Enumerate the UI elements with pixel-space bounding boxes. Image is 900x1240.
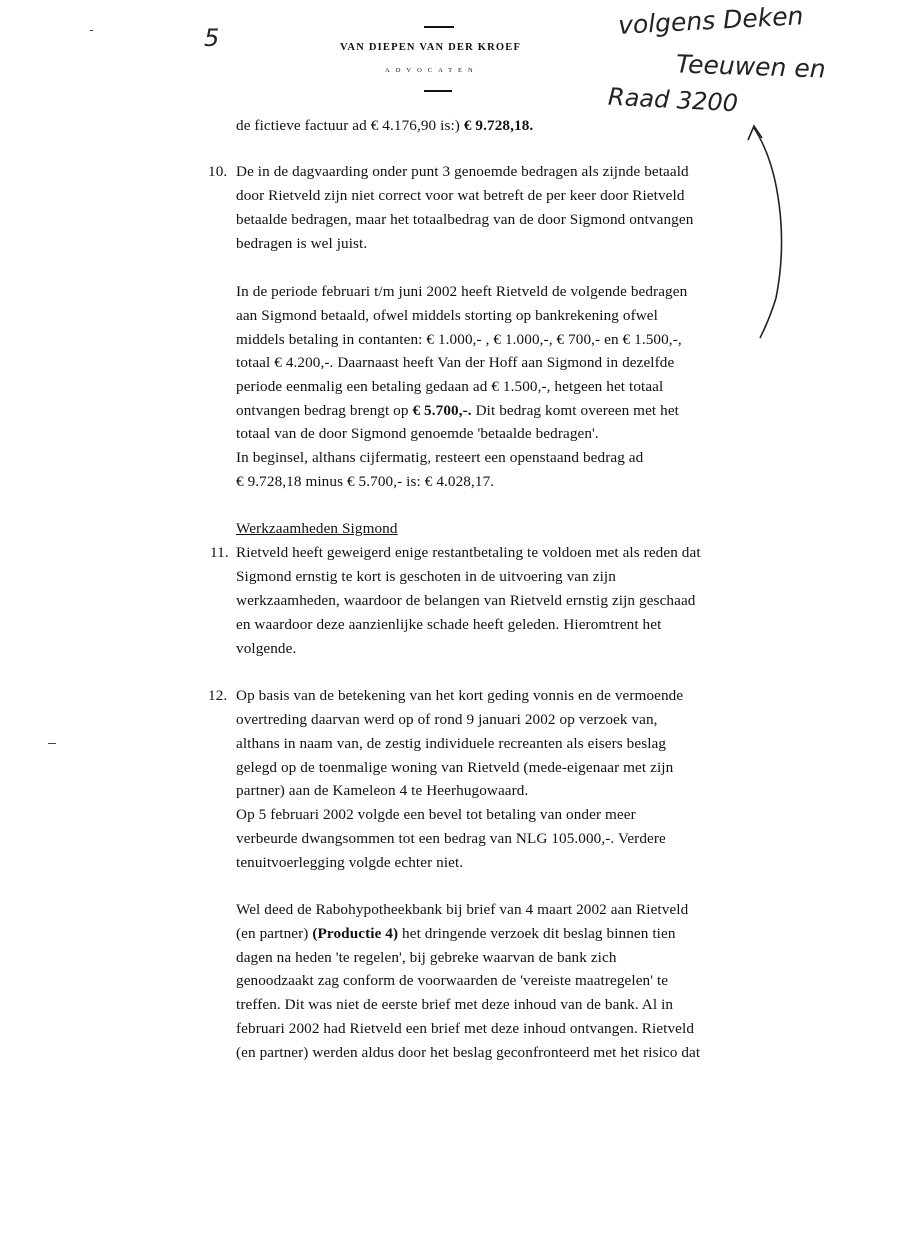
item-12-line: partner) aan de Kameleon 4 te Heerhugowaard. — [236, 782, 529, 799]
item-11-line: volgende. — [236, 640, 297, 657]
intro-line — [236, 116, 533, 136]
item-12-line: tenuitvoerlegging volgde echter niet. — [236, 854, 464, 871]
handwritten-arrow — [740, 118, 800, 348]
item-11-number: 11. — [210, 544, 229, 561]
production-ref: (Productie 4) — [312, 925, 399, 942]
item-12-para2-rest-line: treffen. Dit was niet de eerste brief met deze inhoud van de bank. Al in — [236, 996, 674, 1013]
item-12-para2-rest-line: februari 2002 had Rietveld een brief met deze inhoud ontvangen. Rietveld — [236, 1020, 695, 1037]
item-10-number: 10. — [208, 163, 228, 180]
item-10-para2-end-line: € 9.728,18 minus € 5.700,- is: € 4.028,17. — [236, 473, 495, 490]
item-12-para2-rest-line: genoodzaakt zag conform de voorwaarden de 'vereiste maatregelen' te — [236, 972, 669, 989]
item-11-line: en waardoor deze aanzienlijke schade heeft geleden. Hieromtrent het — [236, 616, 662, 633]
total-post: Dit bedrag komt overeen met het — [471, 402, 680, 419]
intro-amount: € 9.728,18. — [463, 117, 534, 134]
item-10-para2-line: middels betaling in contanten: € 1.000,- , € 1.000,-, € 700,- en € 1.500,-, — [236, 331, 682, 348]
section-heading: Werkzaamheden Sigmond — [236, 520, 398, 537]
header-top-rule — [424, 26, 454, 28]
item-10-para2-line: In de periode februari t/m juni 2002 heeft Rietveld de volgende bedragen — [236, 283, 688, 300]
item-11-line: werkzaamheden, waardoor de belangen van Rietveld ernstig zijn geschaad — [236, 592, 696, 609]
para2-pre: (en partner) — [236, 925, 313, 942]
arrow-shaft — [754, 128, 781, 338]
item-10-line: betaalde bedragen, maar het totaalbedrag van de door Sigmond ontvangen — [236, 211, 694, 228]
item-12-line: althans in naam van, de zestig individuele recreanten als eisers beslag — [236, 735, 667, 752]
intro-text: de fictieve factuur ad € 4.176,90 is:) — [236, 117, 464, 134]
item-12-line: Op 5 februari 2002 volgde een bevel tot betaling van onder meer — [236, 806, 636, 823]
handwritten-line-2: Teeuwen en — [675, 49, 827, 84]
firm-name: VAN DIEPEN VAN DER KROEF — [340, 42, 522, 53]
item-12-line: overtreding daarvan werd op of rond 9 januari 2002 op verzoek van, — [236, 711, 658, 728]
item-10-para2-end-line: In beginsel, althans cijfermatig, resteert een openstaand bedrag ad — [236, 449, 644, 466]
total-pre: ontvangen bedrag brengt op — [236, 402, 413, 419]
item-10-line: bedragen is wel juist. — [236, 235, 368, 252]
para2-post: het dringende verzoek dit beslag binnen tien — [398, 925, 676, 942]
item-11-line: Sigmond ernstig te kort is geschoten in de uitvoering van zijn — [236, 568, 616, 585]
page-mark: 5 — [204, 24, 220, 52]
item-11-line: Rietveld heeft geweigerd enige restantbetaling te voldoen met als reden dat — [236, 544, 701, 561]
item-12-line: Op basis van de betekening van het kort geding vonnis en de vermoende — [236, 687, 684, 704]
item-10-total-line — [236, 401, 679, 421]
item-10-para2-end-line: totaal van de door Sigmond genoemde 'betaalde bedragen'. — [236, 425, 599, 442]
item-12-line: gelegd op de toenmalige woning van Rietveld (mede-eigenaar met zijn — [236, 759, 674, 776]
total-amount: € 5.700,-. — [412, 402, 472, 419]
item-12-number: 12. — [208, 687, 228, 704]
margin-tick — [48, 743, 56, 744]
handwritten-line-3: Raad 3200 — [607, 82, 739, 118]
item-12-para2-rest-line: dagen na heden 'te regelen', bij gebreke waarvan de bank zich — [236, 949, 617, 966]
item-12-para2-line — [236, 924, 676, 944]
item-12-line: verbeurde dwangsommen tot een bedrag van NLG 105.000,-. Verdere — [236, 830, 666, 847]
item-10-para2-line: totaal € 4.200,-. Daarnaast heeft Van der Hoff aan Sigmond in dezelfde — [236, 354, 675, 371]
item-10-para2-line: periode eenmalig een betaling gedaan ad € 1.500,-, hetgeen het totaal — [236, 378, 664, 395]
handwritten-line-1: volgens Deken — [617, 1, 805, 40]
firm-subtitle: ADVOCATEN — [385, 67, 479, 74]
item-10-para2-line: aan Sigmond betaald, ofwel middels storting op bankrekening ofwel — [236, 307, 658, 324]
item-10-line: De in de dagvaarding onder punt 3 genoemde bedragen als zijnde betaald — [236, 163, 689, 180]
header-bottom-rule — [424, 90, 452, 92]
item-12-para2-rest-line: (en partner) werden aldus door het beslag geconfronteerd met het risico dat — [236, 1044, 701, 1061]
item-12-para2-line: Wel deed de Rabohypotheekbank bij brief van 4 maart 2002 aan Rietveld — [236, 901, 689, 918]
item-10-line: door Rietveld zijn niet correct voor wat betreft de per keer door Rietveld — [236, 187, 685, 204]
margin-tick — [90, 30, 93, 31]
